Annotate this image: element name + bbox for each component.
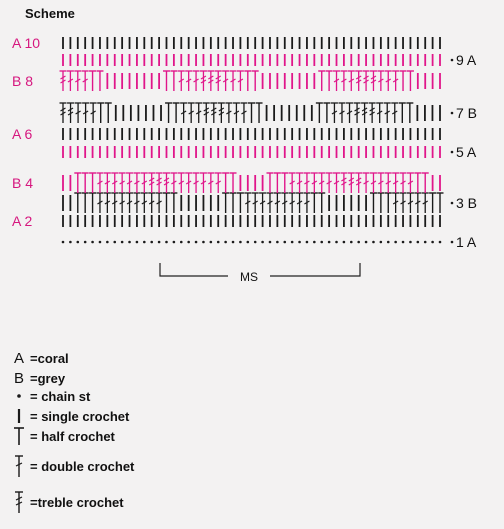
chain-st-stitch [380, 241, 383, 244]
half-crochet-stitch [244, 71, 251, 91]
chain-st-stitch [121, 241, 124, 244]
ms-bracket [160, 263, 360, 276]
double-crochet-stitch [74, 71, 81, 91]
half-crochet-stitch [97, 103, 104, 123]
chain-st-stitch [409, 241, 412, 244]
double-crochet-stitch [385, 173, 392, 193]
double-crochet-stitch [119, 193, 126, 213]
row-label-right: 5 A [456, 144, 477, 160]
half-crochet-stitch [414, 173, 421, 193]
double-crochet-stitch [82, 71, 89, 91]
half-crochet-stitch [89, 173, 96, 193]
double-crochet-stitch [200, 173, 207, 193]
double-crochet-stitch [252, 193, 259, 213]
chain-st-stitch [306, 241, 309, 244]
double-crochet-stitch [385, 71, 392, 91]
double-crochet-stitch [126, 193, 133, 213]
double-crochet-stitch [259, 193, 266, 213]
double-crochet-stitch [104, 173, 111, 193]
half-crochet-stitch [165, 103, 172, 123]
treble-crochet-stitch [210, 103, 217, 123]
legend-item-chain-st [8, 386, 90, 406]
legend-item-treble-crochet [8, 492, 124, 512]
chain-st-stitch [387, 241, 390, 244]
row-end-chain [451, 59, 454, 62]
double-crochet-stitch [193, 173, 200, 193]
chain-st-stitch [372, 241, 375, 244]
row-label-left: A 2 [12, 213, 33, 229]
double-crochet-stitch [363, 173, 370, 193]
half-crochet-stitch [96, 71, 103, 91]
chain-st-stitch [195, 241, 198, 244]
half-crochet-stitch [89, 71, 96, 91]
double-crochet-stitch [133, 173, 140, 193]
double-crochet-stitch [348, 71, 355, 91]
row-label-right: 9 A [456, 52, 477, 68]
single-crochet-icon [8, 407, 30, 425]
treble-crochet-stitch [156, 173, 163, 193]
chain-st-stitch [210, 241, 213, 244]
treble-crochet-stitch [361, 103, 368, 123]
chain-st-stitch [320, 241, 323, 244]
double-crochet-stitch [333, 173, 340, 193]
legend-label: = single crochet [30, 408, 130, 424]
double-crochet-icon [8, 453, 30, 479]
half-crochet-stitch [230, 193, 237, 213]
legend [0, 340, 504, 529]
double-crochet-stitch [126, 173, 133, 193]
double-crochet-stitch [207, 173, 214, 193]
half-crochet-stitch [274, 173, 281, 193]
chain-st-stitch [143, 241, 146, 244]
treble-crochet-stitch [340, 173, 347, 193]
double-crochet-stitch [90, 103, 97, 123]
chain-st-stitch [343, 241, 346, 244]
double-crochet-stitch [407, 193, 414, 213]
row-label-left: B 4 [12, 175, 34, 191]
half-crochet-stitch [318, 193, 325, 213]
half-crochet-stitch [82, 193, 89, 213]
double-crochet-stitch [326, 173, 333, 193]
half-crochet-stitch [406, 103, 413, 123]
half-crochet-stitch [82, 173, 89, 193]
chain-st-stitch [136, 241, 139, 244]
double-crochet-stitch [148, 193, 155, 213]
half-crochet-stitch [318, 71, 325, 91]
double-crochet-stitch [195, 103, 202, 123]
half-crochet-icon [8, 425, 30, 447]
double-crochet-stitch [75, 103, 82, 123]
row-label-left: A 10 [12, 35, 41, 51]
chain-st-stitch [187, 241, 190, 244]
double-crochet-stitch [384, 103, 391, 123]
chain-st-stitch [84, 241, 87, 244]
row-label-left: A 6 [12, 126, 33, 142]
chain-st-stitch [394, 241, 397, 244]
chain-st-stitch [106, 241, 109, 244]
treble-crochet-stitch [207, 71, 214, 91]
treble-crochet-stitch [67, 103, 74, 123]
half-crochet-stitch [163, 193, 170, 213]
chain-st-stitch [150, 241, 153, 244]
double-crochet-stitch [156, 193, 163, 213]
chain-st-stitch [350, 241, 353, 244]
half-crochet-stitch [74, 173, 81, 193]
chain-st-stitch [217, 241, 220, 244]
chain-st-stitch [180, 241, 183, 244]
chain-st-stitch [298, 241, 301, 244]
double-crochet-stitch [296, 173, 303, 193]
double-crochet-stitch [311, 173, 318, 193]
chain-st-stitch [128, 241, 131, 244]
chain-st-stitch [69, 241, 72, 244]
treble-crochet-stitch [60, 71, 67, 91]
row-end-chain [451, 202, 454, 205]
double-crochet-stitch [185, 173, 192, 193]
double-crochet-stitch [289, 173, 296, 193]
chain-st-stitch [261, 241, 264, 244]
double-crochet-stitch [274, 193, 281, 213]
treble-crochet-stitch [354, 103, 361, 123]
double-crochet-stitch [266, 193, 273, 213]
double-crochet-stitch [96, 193, 103, 213]
chain-st-stitch [431, 241, 434, 244]
chain-st-stitch [247, 241, 250, 244]
half-crochet-stitch [422, 173, 429, 193]
double-crochet-stitch [392, 71, 399, 91]
legend-item-half-crochet [8, 426, 115, 446]
half-crochet-stitch [256, 103, 263, 123]
chain-st-stitch [291, 241, 294, 244]
double-crochet-stitch [318, 173, 325, 193]
double-crochet-stitch [391, 103, 398, 123]
double-crochet-stitch [392, 193, 399, 213]
double-crochet-stitch [303, 193, 310, 213]
double-crochet-stitch [185, 71, 192, 91]
chain-st-stitch [91, 241, 94, 244]
legend-letter-b: B [13, 369, 24, 387]
row-label-right: 7 B [456, 105, 478, 121]
legend-item-single-crochet [8, 406, 129, 426]
half-crochet-stitch [170, 71, 177, 91]
double-crochet-stitch [422, 193, 429, 213]
chain-st-stitch [173, 241, 176, 244]
chain-st-stitch [62, 241, 65, 244]
chain-st-stitch [335, 241, 338, 244]
half-crochet-stitch [311, 193, 318, 213]
chain-st-stitch [365, 241, 368, 244]
double-crochet-stitch [104, 193, 111, 213]
double-crochet-stitch [225, 103, 232, 123]
double-crochet-stitch [111, 193, 118, 213]
treble-crochet-stitch [163, 173, 170, 193]
row-label-right: 3 B [456, 195, 478, 211]
chain-st-stitch [158, 241, 161, 244]
double-crochet-stitch [281, 193, 288, 213]
row-end-chain [451, 112, 454, 115]
double-crochet-stitch [67, 71, 74, 91]
double-crochet-stitch [370, 173, 377, 193]
double-crochet-stitch [237, 71, 244, 91]
half-crochet-stitch [237, 193, 244, 213]
treble-crochet-stitch [148, 173, 155, 193]
double-crochet-stitch [392, 173, 399, 193]
half-crochet-stitch [399, 103, 406, 123]
half-crochet-stitch [316, 103, 323, 123]
ms-label: MS [240, 270, 258, 284]
row-end-chain [451, 151, 454, 154]
treble-crochet-stitch [348, 173, 355, 193]
double-crochet-stitch [222, 71, 229, 91]
double-crochet-stitch [178, 71, 185, 91]
legend-label: =grey [30, 370, 66, 386]
chain-st-stitch [417, 241, 420, 244]
chain-st-stitch [276, 241, 279, 244]
double-crochet-stitch [414, 193, 421, 213]
double-crochet-stitch [340, 71, 347, 91]
legend-letter-a: A [13, 349, 24, 367]
chain-st-stitch [254, 241, 257, 244]
half-crochet-stitch [437, 193, 444, 213]
half-crochet-stitch [89, 193, 96, 213]
double-crochet-stitch [338, 103, 345, 123]
chain-st-stitch [99, 241, 102, 244]
double-crochet-stitch [141, 173, 148, 193]
half-crochet-stitch [370, 193, 377, 213]
half-crochet-stitch [266, 173, 273, 193]
half-crochet-stitch [222, 193, 229, 213]
double-crochet-stitch [333, 71, 340, 91]
double-crochet-stitch [230, 71, 237, 91]
half-crochet-stitch [173, 103, 180, 123]
treble-crochet-stitch [369, 103, 376, 123]
half-crochet-stitch [163, 71, 170, 91]
legend-item-grey [8, 368, 65, 388]
double-crochet-stitch [82, 103, 89, 123]
double-crochet-stitch [296, 193, 303, 213]
treble-crochet-stitch [218, 103, 225, 123]
chain-st-stitch [439, 241, 442, 244]
treble-crochet-stitch [355, 71, 362, 91]
half-crochet-stitch [429, 193, 436, 213]
chain-st-stitch [165, 241, 168, 244]
double-crochet-stitch [303, 173, 310, 193]
half-crochet-stitch [252, 71, 259, 91]
half-crochet-stitch [407, 71, 414, 91]
chain-st-stitch [224, 241, 227, 244]
double-crochet-stitch [376, 103, 383, 123]
double-crochet-stitch [400, 193, 407, 213]
double-crochet-stitch [193, 71, 200, 91]
double-crochet-stitch [180, 103, 187, 123]
double-crochet-stitch [170, 173, 177, 193]
half-crochet-stitch [400, 71, 407, 91]
chain-st-stitch [402, 241, 405, 244]
chain-st-stitch [424, 241, 427, 244]
half-crochet-stitch [326, 71, 333, 91]
half-crochet-stitch [323, 103, 330, 123]
legend-label: = chain st [30, 388, 91, 404]
double-crochet-stitch [289, 193, 296, 213]
row-label-left: B 8 [12, 73, 34, 89]
chain-st-stitch [113, 241, 116, 244]
double-crochet-stitch [111, 173, 118, 193]
double-crochet-stitch [346, 103, 353, 123]
chain-st-stitch [269, 241, 272, 244]
double-crochet-stitch [407, 173, 414, 193]
legend-label: =treble crochet [30, 494, 124, 510]
treble-crochet-stitch [200, 71, 207, 91]
page-title: Scheme [25, 6, 75, 21]
double-crochet-stitch [244, 193, 251, 213]
legend-label: = double crochet [30, 458, 135, 474]
half-crochet-stitch [385, 193, 392, 213]
treble-crochet-stitch [203, 103, 210, 123]
double-crochet-stitch [188, 103, 195, 123]
double-crochet-stitch [119, 173, 126, 193]
half-crochet-stitch [170, 193, 177, 213]
half-crochet-stitch [230, 173, 237, 193]
double-crochet-stitch [133, 193, 140, 213]
legend-label: = half crochet [30, 428, 115, 444]
half-crochet-stitch [74, 193, 81, 213]
chain-st-stitch [313, 241, 316, 244]
double-crochet-stitch [178, 173, 185, 193]
chain-st-stitch [283, 241, 286, 244]
row-label-right: 1 A [456, 234, 477, 250]
double-crochet-stitch [141, 193, 148, 213]
half-crochet-stitch [248, 103, 255, 123]
legend-label: =coral [30, 350, 69, 366]
legend-item-double-crochet [8, 456, 134, 476]
double-crochet-stitch [377, 173, 384, 193]
double-crochet-stitch [215, 173, 222, 193]
chain-st-stitch [239, 241, 242, 244]
treble-crochet-stitch [355, 173, 362, 193]
chain-st-stitch [328, 241, 331, 244]
double-crochet-stitch [240, 103, 247, 123]
chain-st-stitch [232, 241, 235, 244]
legend-item-coral [8, 348, 69, 368]
chain-st-icon [8, 391, 30, 401]
treble-crochet-stitch [370, 71, 377, 91]
treble-crochet-stitch [215, 71, 222, 91]
double-crochet-stitch [96, 173, 103, 193]
chain-st-stitch [202, 241, 205, 244]
half-crochet-stitch [377, 193, 384, 213]
treble-crochet-stitch [363, 71, 370, 91]
chain-st-stitch [357, 241, 360, 244]
double-crochet-stitch [331, 103, 338, 123]
treble-crochet-icon [8, 489, 30, 515]
row-end-chain [451, 241, 454, 244]
half-crochet-stitch [105, 103, 112, 123]
chain-st-stitch [76, 241, 79, 244]
half-crochet-stitch [281, 173, 288, 193]
treble-crochet-stitch [60, 103, 67, 123]
half-crochet-stitch [222, 173, 229, 193]
double-crochet-stitch [377, 71, 384, 91]
double-crochet-stitch [233, 103, 240, 123]
double-crochet-stitch [400, 173, 407, 193]
